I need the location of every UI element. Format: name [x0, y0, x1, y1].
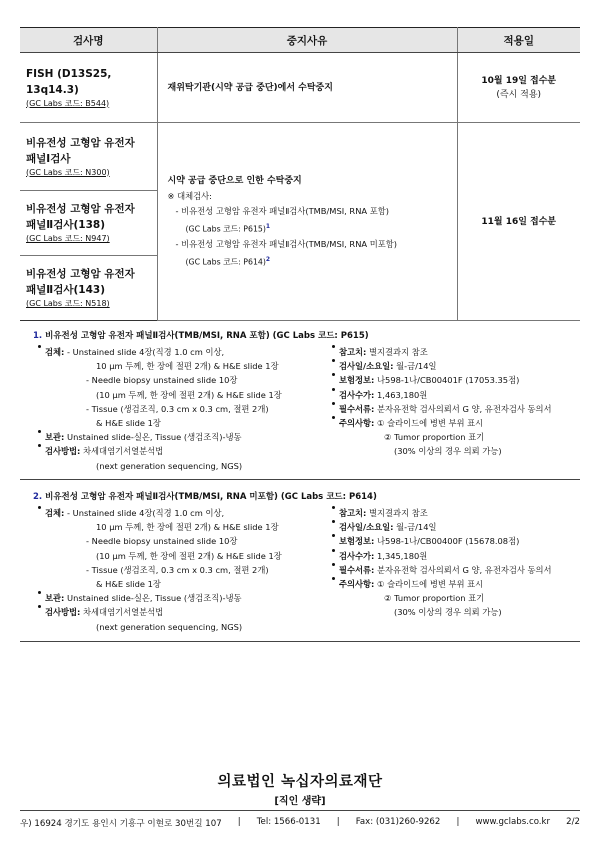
bullet-icon: [332, 520, 335, 523]
alternative-tests: [168, 189, 447, 269]
alt-test-1-code: (GC Labs 코드: P615)$^1$: [185, 222, 271, 234]
bullet-icon: [332, 359, 335, 362]
test-name-line1: 비유전성 고형암 유전자: [26, 203, 135, 215]
footer-fax: Fax: (031)260-9262: [355, 817, 441, 827]
reason-cell: [157, 123, 457, 321]
section-title: 1. 비유전성 고형암 유전자 패널Ⅱ검사(TMB/MSI, RNA 포함) (GC Labs 코드: P615): [33, 331, 369, 341]
date-cell: [457, 53, 580, 123]
table-row: [20, 123, 580, 191]
alt-label: ※ 대체검사:: [167, 190, 212, 201]
table-header-row: [20, 28, 580, 53]
reason-text: 재위탁기관(시약 공급 중단)에서 수탁중지: [167, 82, 333, 93]
organization-name: 의료법인 녹십자의료재단: [217, 774, 383, 790]
test-name-line2: 패널Ⅱ검사(143): [26, 284, 106, 296]
table-row: [20, 53, 580, 123]
header-reason: 중지사유: [157, 28, 457, 53]
footnote-2: 2: [265, 255, 271, 263]
test-code: (GC Labs 코드: B544): [26, 98, 110, 108]
test-code: (GC Labs 코드: N947): [26, 234, 110, 243]
footer-separator: |: [336, 817, 340, 827]
test-detail-section-2: [20, 484, 580, 642]
alt-test-1: - 비유전성 고형암 유전자 패널Ⅱ검사(TMB/MSI, RNA 포함): [175, 205, 389, 216]
bullet-icon: [332, 388, 335, 391]
bullet-icon: [38, 605, 41, 608]
bullet-icon: [38, 506, 41, 509]
section-title: 2. 비유전성 고형암 유전자 패널Ⅱ검사(TMB/MSI, RNA 미포함) (GC Labs 코드: P614): [33, 492, 377, 502]
bullet-icon: [332, 577, 335, 580]
test-detail-section-1: [20, 323, 580, 480]
alt-test-2: - 비유전성 고형암 유전자 패널Ⅱ검사(TMB/MSI, RNA 미포함): [175, 238, 397, 249]
reason-cell: [157, 53, 457, 123]
bullet-icon: [38, 591, 41, 594]
bullet-icon: [38, 345, 41, 348]
bullet-icon: [332, 563, 335, 566]
test-name-line2: 패널Ⅱ검사(138): [26, 219, 106, 231]
bullet-icon: [332, 549, 335, 552]
bullet-icon: [332, 373, 335, 376]
test-cell: [20, 256, 157, 321]
footer-tel: Tel: 1566-0131: [256, 817, 321, 827]
bullet-icon: [38, 430, 41, 433]
info-column: 참고치: 별지결과지 참조 검사일/소요일: 월-금/14일 보험정보: 나598-1나/CB00401F (17053.35점) 검사수가: 1,463,180원 필수서류: 분자유전학 검사의뢰서 G 양, 유전자검사 동의서 주의사항: ① 슬라이드에 병변 부위 표시 ② Tumor proportion 표기 (30% 이상의 경우 의뢰 가능): [332, 345, 580, 459]
date-cell: [457, 123, 580, 321]
footer-divider: [20, 810, 580, 811]
bullet-icon: [332, 534, 335, 537]
footer-separator: |: [456, 817, 460, 827]
footer-address: 우) 16924 경기도 용인시 기흥구 이현로 30번길 107: [20, 819, 222, 829]
header-date: 적용일: [457, 28, 580, 53]
test-cell: [20, 123, 157, 191]
bullet-icon: [38, 444, 41, 447]
discontinued-tests-table: [20, 27, 580, 321]
info-column: 참고치: 별지결과지 참조 검사일/소요일: 월-금/14일 보험정보: 나598-1나/CB00400F (15678.08점) 검사수가: 1,345,180원 필수서류: 분자유전학 검사의뢰서 G 양, 유전자검사 동의서 주의사항: ① 슬라이드에 병변 부위 표시 ② Tumor proportion 표기 (30% 이상의 경우 의뢰 가능): [332, 506, 580, 620]
apply-date: 10월 19일 접수분: [481, 75, 557, 86]
seal-omitted-note: [직인 생략]: [274, 796, 326, 807]
test-name-line2: 패널Ⅰ검사: [26, 152, 71, 165]
bullet-icon: [332, 402, 335, 405]
test-code: (GC Labs 코드: N300): [26, 167, 110, 177]
specimen-column: 검체: - Unstained slide 4장(직경 1.0 cm 이상, 10 μm 두께, 한 장에 절편 2개) & H&E slide 1장 - Needle biopsy unstained slide 10장 (10 μm 두께, 한 장에 절편 2개) & H&E slide 1장 - Tissue (생검조직, 0.3 cm x 0.3 cm, 절편 2개) & H&E slide 1장 보관: Unstained slide-실온, Tissue (생검조직)-냉동 검사방법: 차세대염기서열분석법 (next generation sequencing, NGS): [38, 506, 328, 634]
bullet-icon: [332, 345, 335, 348]
test-name-line1: 비유전성 고형암 유전자: [26, 268, 135, 280]
apply-date: 11월 16일 접수분: [481, 216, 557, 227]
page-number: 2/2: [566, 817, 580, 827]
alt-test-2-code: (GC Labs 코드: P614)$^2$: [185, 255, 271, 267]
header-test-name: 검사명: [20, 28, 157, 53]
footer-contact: [20, 817, 580, 829]
test-code: (GC Labs 코드: N518): [26, 299, 110, 308]
test-cell: [20, 191, 157, 256]
specimen-column: 검체: - Unstained slide 4장(직경 1.0 cm 이상, 10 μm 두께, 한 장에 절편 2개) & H&E slide 1장 - Needle biopsy unstained slide 10장 (10 μm 두께, 한 장에 절편 2개) & H&E slide 1장 - Tissue (생검조직, 0.3 cm x 0.3 cm, 절편 2개) & H&E slide 1장 보관: Unstained slide-실온, Tissue (생검조직)-냉동 검사방법: 차세대염기서열분석법 (next generation sequencing, NGS): [38, 345, 328, 473]
bullet-icon: [332, 506, 335, 509]
footer-separator: |: [237, 817, 241, 827]
apply-date-note: (즉시 적용): [496, 89, 542, 100]
test-cell: [20, 53, 157, 123]
bullet-icon: [332, 416, 335, 419]
footnote-1: 1: [265, 222, 271, 230]
test-name-line1: 비유전성 고형암 유전자: [26, 136, 135, 149]
reason-text: 시약 공급 중단으로 인한 수탁중지: [167, 175, 302, 186]
test-name: FISH (D13S25, 13q14.3): [26, 67, 112, 96]
footer-website-link[interactable]: www.gclabs.co.kr: [475, 817, 551, 827]
